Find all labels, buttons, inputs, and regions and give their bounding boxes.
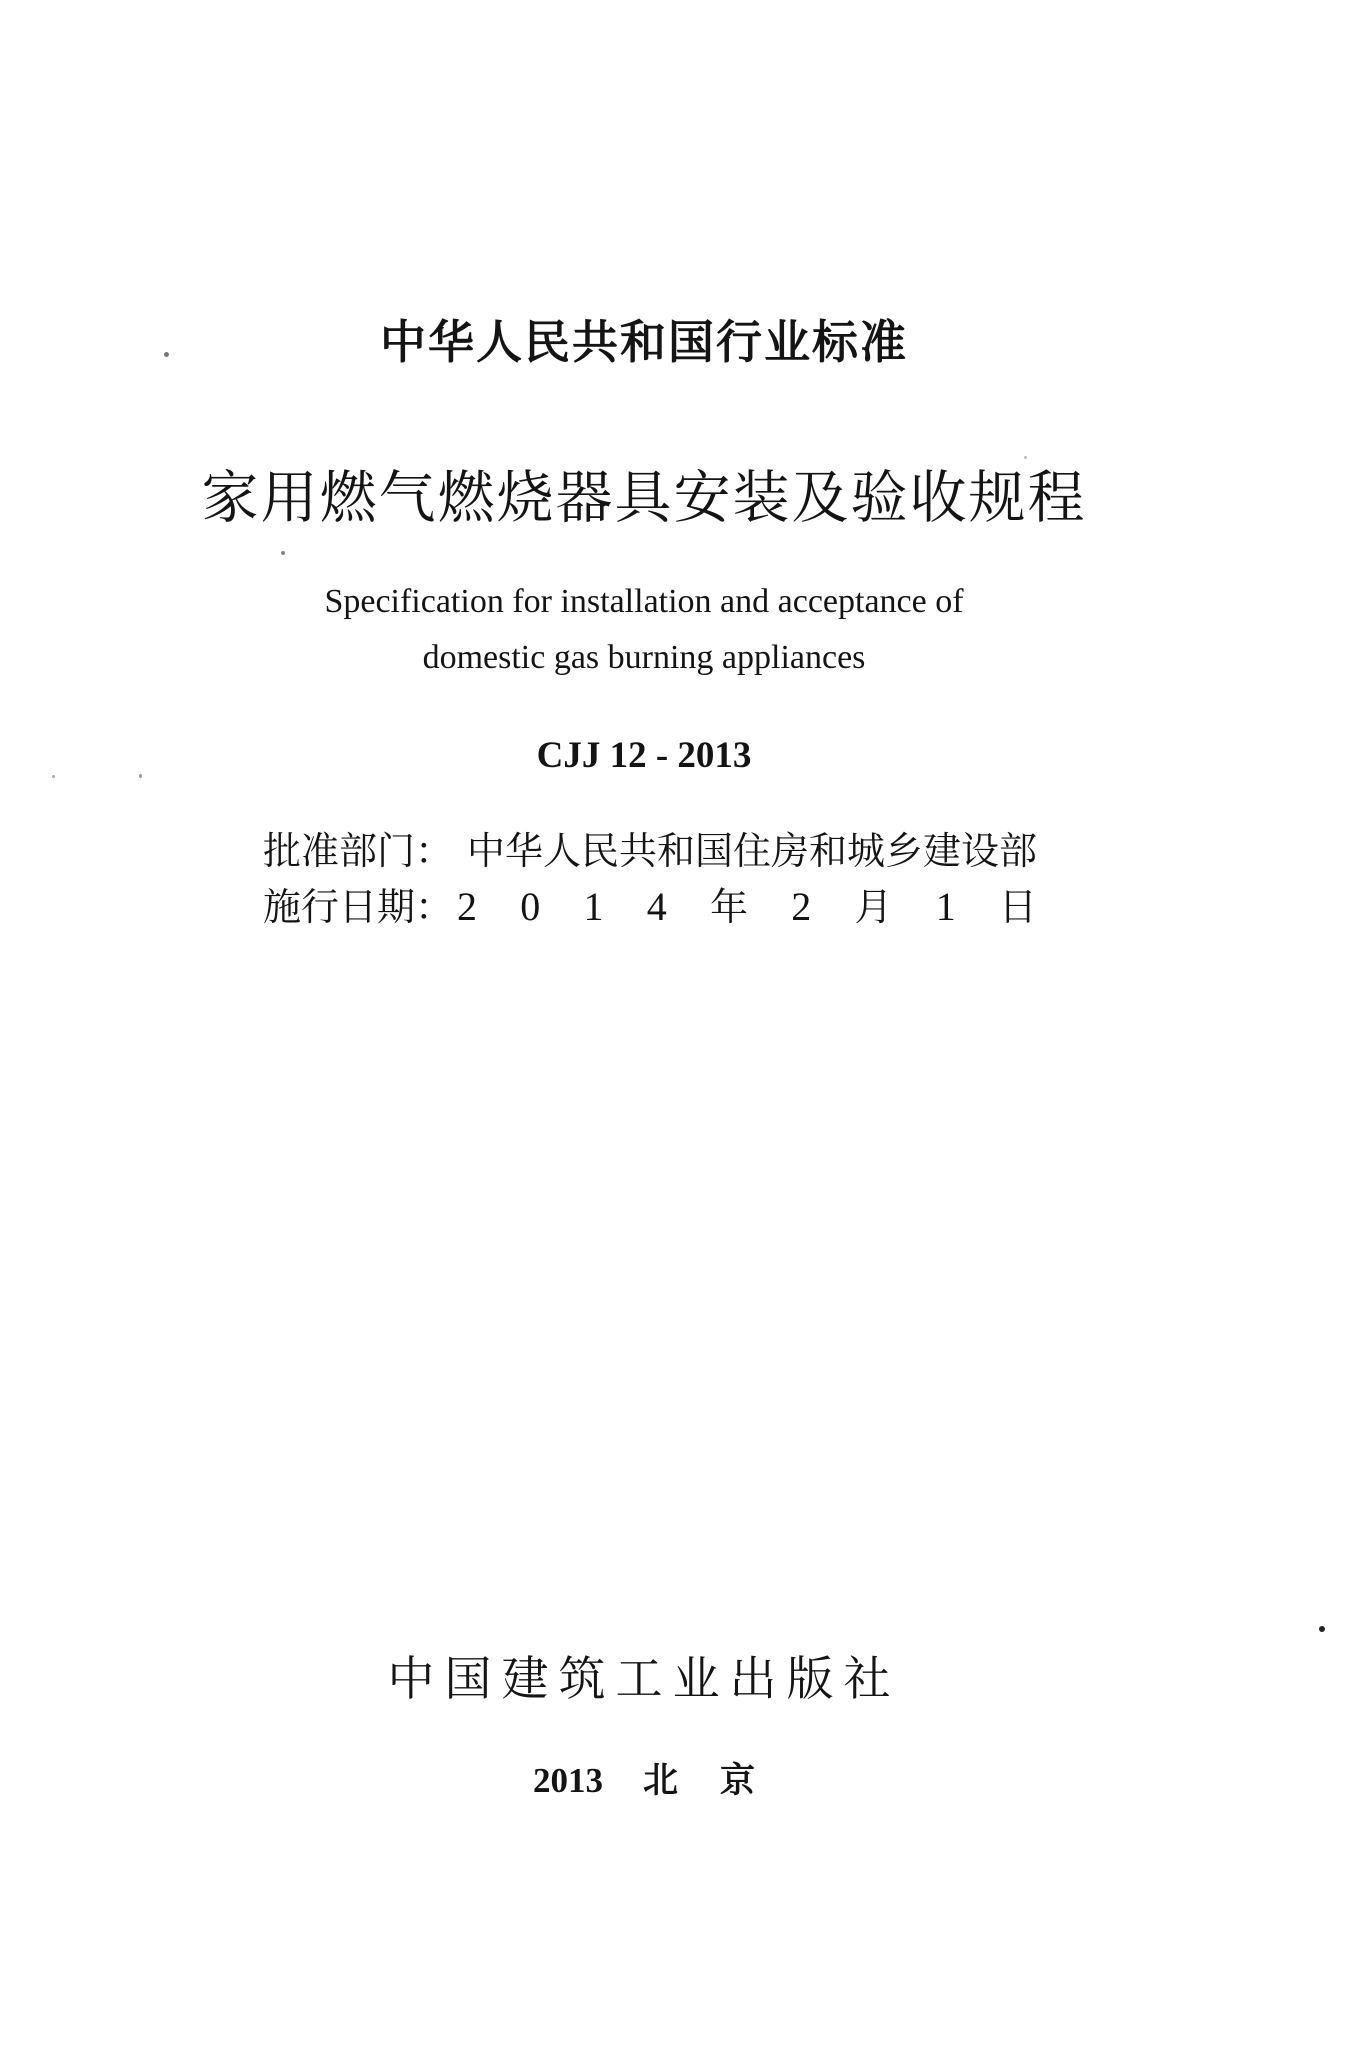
effective-date-label: 施行日期：: [263, 885, 454, 929]
effective-date-value: [453, 882, 1037, 932]
scan-speck: [281, 551, 285, 555]
approval-department: 中华人民共和国住房和城乡建设部: [466, 829, 1037, 873]
date-digit: 2: [791, 884, 812, 929]
date-digit: 2: [457, 884, 478, 929]
publisher-name: 中国建筑工业出版社: [387, 1652, 901, 1707]
scan-speck: [52, 775, 55, 778]
date-digit: 1: [935, 884, 956, 929]
date-month-char: 月: [854, 885, 893, 929]
date-day-char: 日: [998, 885, 1037, 929]
publication-year: 2013: [532, 1761, 603, 1800]
standard-code: CJJ 12 - 2013: [536, 735, 752, 776]
publication-city-char: 北: [642, 1761, 678, 1801]
scan-speck: [164, 352, 169, 357]
date-digit: 4: [646, 884, 667, 929]
publication-year-place: [0, 1758, 1288, 1804]
scan-speck: [1319, 1626, 1325, 1632]
approval-label: 批准部门：: [263, 829, 454, 873]
scan-speck: [1024, 456, 1027, 459]
scan-speck: [139, 774, 142, 778]
date-year-char: 年: [709, 885, 748, 929]
date-digit: 0: [520, 884, 541, 929]
date-digit: 1: [583, 884, 604, 929]
approval-department-line: [263, 826, 1037, 876]
document-title-english-line-2: domestic gas burning appliances: [422, 639, 866, 676]
publication-city-char: 京: [720, 1761, 756, 1801]
series-header: 中华人民共和国行业标准: [380, 315, 908, 369]
document-title-english-line-1: Specification for installation and acceptance of: [324, 583, 964, 620]
document-title-chinese: 家用燃气燃烧器具安装及验收规程: [201, 465, 1087, 531]
effective-date-line: [263, 882, 1037, 932]
